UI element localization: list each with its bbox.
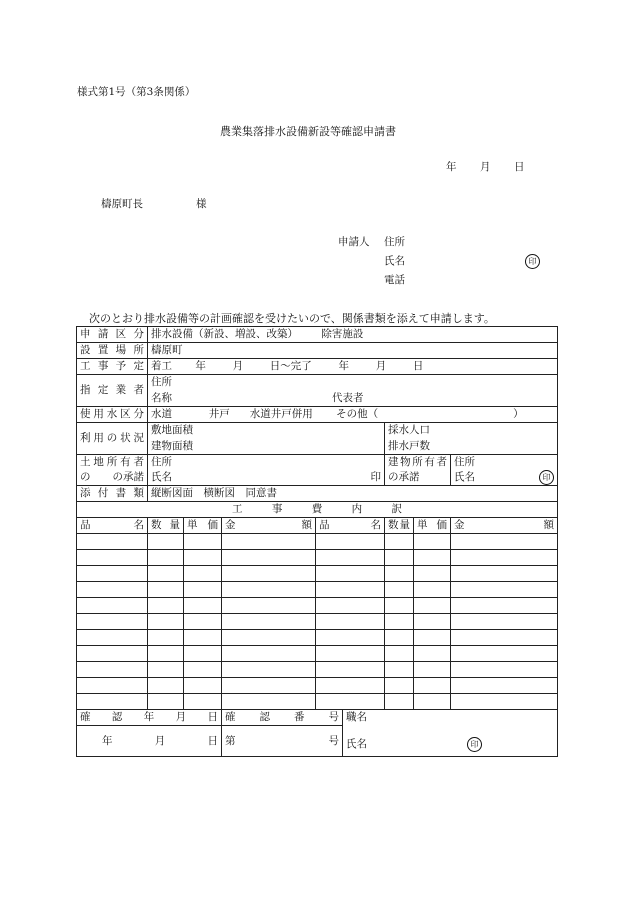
cost-blank-row xyxy=(77,566,558,582)
category-label: 申請区分 xyxy=(77,327,148,343)
cost-cell xyxy=(222,566,316,582)
schedule-value: 着工 年 月 日〜完了 年 月 日 xyxy=(148,359,558,375)
applicant-phone-label: 電話 xyxy=(384,274,405,286)
contractor-address: 住所 xyxy=(148,375,558,391)
cost-cell xyxy=(222,614,316,630)
building-owner-name: 氏名 印 xyxy=(451,470,558,486)
cost-cell xyxy=(414,550,451,566)
confirm-date-value: 年 月 日 xyxy=(77,726,222,757)
cost-cell xyxy=(451,678,558,694)
cost-cell xyxy=(385,582,414,598)
cost-cell xyxy=(385,662,414,678)
cost-cell xyxy=(451,646,558,662)
cost-cell xyxy=(222,630,316,646)
landowner-address: 住所 xyxy=(148,455,385,471)
applicant-label: 申請人 xyxy=(338,236,370,248)
cost-cell xyxy=(451,566,558,582)
cost-cell xyxy=(316,662,385,678)
cost-blank-row xyxy=(77,550,558,566)
usage-building-area: 建物面積 xyxy=(148,439,385,455)
cost-cell xyxy=(451,550,558,566)
cost-cell xyxy=(222,582,316,598)
cost-cell xyxy=(316,614,385,630)
cost-cell xyxy=(222,694,316,710)
cost-cell xyxy=(222,662,316,678)
building-owner-seal-icon: 印 xyxy=(539,470,554,485)
cost-cell xyxy=(148,662,184,678)
row-attachments xyxy=(77,486,558,502)
cost-cell xyxy=(414,630,451,646)
cost-cell xyxy=(451,694,558,710)
applicant-seal-icon: 印 xyxy=(525,254,540,269)
cost-blank-row xyxy=(77,662,558,678)
landowner-label-2: の の承諾 xyxy=(77,470,148,486)
cost-cell xyxy=(77,694,148,710)
usage-site-area: 敷地面積 xyxy=(148,423,385,439)
cost-title-row xyxy=(77,502,558,518)
cost-cell xyxy=(316,646,385,662)
water-label: 使用水区分 xyxy=(77,407,148,423)
document-title: 農業集落排水設備新設等確認申請書 xyxy=(220,125,396,138)
applicant-name-label: 氏名 xyxy=(384,255,405,267)
cost-cell xyxy=(184,550,222,566)
cost-cell xyxy=(385,678,414,694)
date-year: 年 xyxy=(446,161,457,173)
confirm-post: 職名 xyxy=(343,710,558,726)
cost-header-qty: 数量 xyxy=(148,518,184,534)
usage-label: 利用の状況 xyxy=(77,423,148,455)
cost-cell xyxy=(184,566,222,582)
cost-cell xyxy=(316,550,385,566)
cost-cell xyxy=(148,630,184,646)
cost-blank-row xyxy=(77,678,558,694)
cost-blank-row xyxy=(77,614,558,630)
cost-header-price: 単価 xyxy=(184,518,222,534)
row-contractor-2 xyxy=(77,391,558,407)
schedule-label: 工事予定 xyxy=(77,359,148,375)
cost-header-amount-2: 金 額 xyxy=(451,518,558,534)
location-value: 檮原町 xyxy=(148,343,558,359)
row-water xyxy=(77,407,558,423)
cost-cell xyxy=(414,534,451,550)
cost-cell xyxy=(385,614,414,630)
cost-cell xyxy=(148,646,184,662)
date-month: 月 xyxy=(480,161,491,173)
cost-cell xyxy=(414,694,451,710)
cost-cell xyxy=(414,662,451,678)
usage-people: 採水人口 xyxy=(385,423,558,439)
cost-cell xyxy=(184,534,222,550)
cost-cell xyxy=(148,566,184,582)
row-category xyxy=(77,327,558,343)
cost-cell xyxy=(148,614,184,630)
cost-blank-row xyxy=(77,534,558,550)
cost-cell xyxy=(184,678,222,694)
cost-header-row xyxy=(77,518,558,534)
attach-label: 添付書類 xyxy=(77,486,148,502)
confirm-header-row xyxy=(77,710,558,726)
date-day: 日 xyxy=(514,161,525,173)
confirm-name: 氏名 印 xyxy=(343,726,558,757)
cost-rows xyxy=(77,534,558,710)
addressee-honorific: 様 xyxy=(196,198,207,210)
cost-cell xyxy=(77,598,148,614)
row-landowner-2 xyxy=(77,470,558,486)
cost-cell xyxy=(148,550,184,566)
cost-cell xyxy=(184,582,222,598)
cost-header-qty-2: 数量 xyxy=(385,518,414,534)
row-usage xyxy=(77,423,558,439)
applicant-address-label: 住所 xyxy=(384,236,405,248)
building-owner-label-1: 建物所有者 xyxy=(385,455,451,471)
row-contractor xyxy=(77,375,558,391)
cost-cell xyxy=(77,614,148,630)
cost-blank-row xyxy=(77,582,558,598)
cost-header-item-2: 品 名 xyxy=(316,518,385,534)
cost-cell xyxy=(222,678,316,694)
cost-cell xyxy=(451,662,558,678)
cost-cell xyxy=(148,534,184,550)
cost-cell xyxy=(184,630,222,646)
cost-header-item: 品 名 xyxy=(77,518,148,534)
contractor-name: 名称 代表者 xyxy=(148,391,558,407)
cost-cell xyxy=(385,550,414,566)
landowner-name: 氏名 印 xyxy=(148,470,385,486)
cost-cell xyxy=(184,598,222,614)
building-owner-address: 住所 xyxy=(451,455,558,471)
cost-cell xyxy=(222,646,316,662)
cost-blank-row xyxy=(77,630,558,646)
row-location xyxy=(77,343,558,359)
cost-cell xyxy=(414,598,451,614)
intro-text: 次のとおり排水設備等の計画確認を受けたいので、関係書類を添えて申請します。 xyxy=(89,312,495,325)
addressee-name: 檮原町長 xyxy=(101,198,143,210)
cost-blank-row xyxy=(77,694,558,710)
cost-cell xyxy=(77,550,148,566)
cost-cell xyxy=(316,694,385,710)
row-schedule xyxy=(77,359,558,375)
landowner-label-1: 土地所有者 xyxy=(77,455,148,471)
cost-cell xyxy=(77,566,148,582)
cost-cell xyxy=(414,678,451,694)
cost-cell xyxy=(77,630,148,646)
cost-cell xyxy=(385,694,414,710)
cost-cell xyxy=(414,582,451,598)
application-form-table xyxy=(76,326,558,757)
cost-blank-row xyxy=(77,598,558,614)
cost-cell xyxy=(451,598,558,614)
form-number: 様式第1号（第3条関係） xyxy=(77,86,196,98)
usage-households: 排水戸数 xyxy=(385,439,558,455)
cost-cell xyxy=(148,598,184,614)
cost-cell xyxy=(77,646,148,662)
cost-cell xyxy=(184,646,222,662)
cost-header-amount: 金 額 xyxy=(222,518,316,534)
cost-cell xyxy=(316,678,385,694)
cost-cell xyxy=(316,630,385,646)
cost-cell xyxy=(148,694,184,710)
cost-cell xyxy=(316,566,385,582)
cost-cell xyxy=(316,598,385,614)
cost-cell xyxy=(184,614,222,630)
cost-cell xyxy=(385,630,414,646)
cost-title: 工 事 費 内 訳 xyxy=(77,502,558,518)
cost-cell xyxy=(451,534,558,550)
cost-cell xyxy=(414,646,451,662)
cost-cell xyxy=(385,646,414,662)
confirm-seal-icon: 印 xyxy=(467,737,482,752)
attach-value: 縦断図面 横断図 同意書 xyxy=(148,486,558,502)
cost-cell xyxy=(184,694,222,710)
cost-cell xyxy=(184,662,222,678)
contractor-label: 指定業者 xyxy=(77,375,148,407)
category-value: 排水設備（新設、増設、改築） 除害施設 xyxy=(148,327,558,343)
confirm-number-label: 確認番号 xyxy=(222,710,343,726)
location-label: 設置場所 xyxy=(77,343,148,359)
cost-cell xyxy=(451,582,558,598)
cost-cell xyxy=(148,678,184,694)
confirm-value-row xyxy=(77,726,558,757)
cost-cell xyxy=(77,534,148,550)
cost-cell xyxy=(222,598,316,614)
cost-cell xyxy=(414,614,451,630)
cost-cell xyxy=(316,582,385,598)
cost-cell xyxy=(222,550,316,566)
cost-header-price-2: 単価 xyxy=(414,518,451,534)
cost-cell xyxy=(148,582,184,598)
cost-cell xyxy=(451,630,558,646)
confirm-number-value: 第 号 xyxy=(222,726,343,757)
cost-cell xyxy=(77,678,148,694)
cost-cell xyxy=(316,534,385,550)
row-landowner xyxy=(77,455,558,471)
cost-cell xyxy=(77,582,148,598)
cost-cell xyxy=(385,598,414,614)
cost-cell xyxy=(451,614,558,630)
row-usage-2 xyxy=(77,439,558,455)
building-owner-label-2: の承諾 xyxy=(385,470,451,486)
cost-cell xyxy=(385,534,414,550)
confirm-date-label: 確認年月日 xyxy=(77,710,222,726)
cost-cell xyxy=(222,534,316,550)
water-options: 水道 井戸 水道井戸併用 その他（ ） xyxy=(148,407,558,423)
cost-cell xyxy=(77,662,148,678)
cost-blank-row xyxy=(77,646,558,662)
cost-cell xyxy=(385,566,414,582)
cost-cell xyxy=(414,566,451,582)
